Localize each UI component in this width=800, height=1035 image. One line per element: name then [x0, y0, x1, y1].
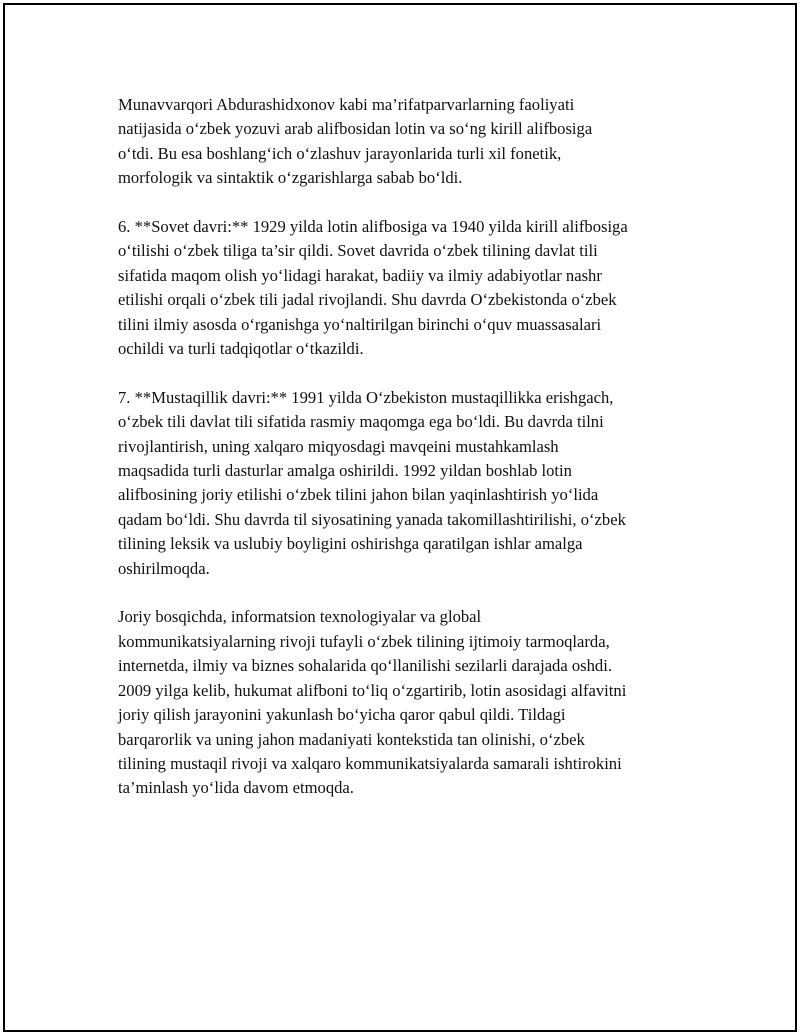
paragraph-soviet-period: 6. **Sovet davri:** 1929 yilda lotin alifbosiga va 1940 yilda kirill alifbosiga o‘tilishi o‘zbek tiliga ta’sir qildi. Sovet davrida o‘zbek tilining davlat tili sifatida maqom olish yo‘lidagi harakat, badiiy va ilmiy adabiyotlar nashr etilishi orqali o‘zbek tili jadal rivojlandi. Shu davrda O‘zbekistonda o‘zbek tilini ilmiy asosda o‘rganishga yo‘naltirilgan birinchi o‘quv muassasalari ochildi va turli tadqiqotlar o‘tkazildi.: [118, 217, 628, 359]
paragraph-independence-period: 7. **Mustaqillik davri:** 1991 yilda O‘zbekiston mustaqillikka erishgach, o‘zbek tili davlat tili sifatida rasmiy maqomga ega bo‘ldi. Bu davrda tilni rivojlantirish, uning xalqaro miqyosdagi mavqeini mustahkamlash maqsadida turli dasturlar amalga oshirildi. 1992 yildan boshlab lotin alifbosining joriy etilishi o‘zbek tilini jahon bilan yaqinlashtirish yo‘lida qadam bo‘ldi. Shu davrda til siyosatining yanada takomillashtirilishi, o‘zbek tilining leksik va uslubiy boyligini oshirishga qaratilgan ishlar amalga oshirilmoqda.: [118, 387, 626, 578]
document-body: [118, 93, 698, 825]
paragraph-current-stage: Joriy bosqichda, informatsion texnologiyalar va global kommunikatsiyalarning rivoji tufayli o‘zbek tilining ijtimoiy tarmoqlarda, internetda, ilmiy va biznes sohalarida qo‘llanilishi sezilarli darajada oshdi. 2009 yilga kelib, hukumat alifboni to‘liq o‘zgartirib, lotin asosidagi alfavitni joriy qilish jarayonini yakunlash bo‘yicha qaror qabul qildi. Tildagi barqarorlik va uning jahon madaniyati kontekstida tan olinishi, o‘zbek tilining mustaqil rivoji va xalqaro kommunikatsiyalarda samarali ishtirokini ta’minlash yo‘lida davom etmoqda.: [118, 607, 627, 798]
paragraph-intro: Munavvarqori Abdurashidxonov kabi ma’rifatparvarlarning faoliyati natijasida o‘zbek yozuvi arab alifbosidan lotin va so‘ng kirill alifbosiga o‘tdi. Bu esa boshlang‘ich o‘zlashuv jarayonlarida turli xil fonetik, morfologik va sintaktik o‘zgarishlarga sabab bo‘ldi.: [118, 95, 593, 188]
